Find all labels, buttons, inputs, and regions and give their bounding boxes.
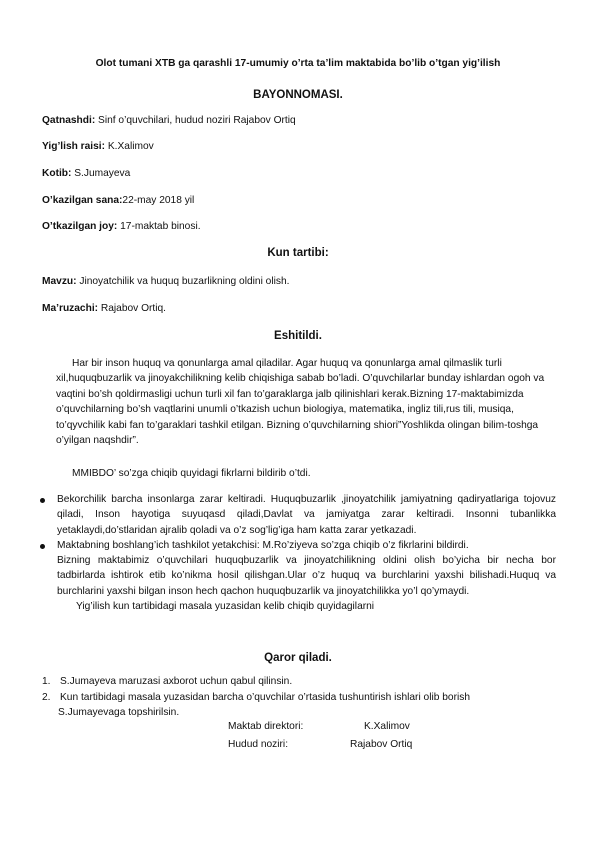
bullet-icon (40, 544, 45, 549)
meta-value: Sinf o’quvchilari, hudud noziri Rajabov Ortiq (95, 115, 296, 126)
bullet-continuation: Bizning maktabimiz o’quvchilari huquqbuzarlik va jinoyatchilikning oldini olish bo’yicha bir necha bor tadbirlarda ishtirok etib ko’nikma hosil qilishgan.Ular o’z huquq va burchlarini yaxshi bilishadi.Huquq va burchlarini yaxshi bilgan inson hech qachon huquqbuzarlik va jinoyatchilikka yo’l qo’ymaydi. (57, 555, 556, 597)
bullet-icon (40, 498, 45, 503)
agenda-speaker-value: Rajabov Ortiq. (98, 303, 166, 314)
decision-item (42, 690, 552, 721)
bullet-text: Bekorchilik barcha insonlarga zarar keltiradi. Huquqbuzarlik ,jinoyatchilik jamiyatning qadiryatlariga tojovuz qiladi, Inson hayotiga suyuqasd qiladi,Davlat va jamiyatga zarar keltiradi. Insonni tubanlikka yetaklaydi,do’stlaridan ajralib qoladi va o’z sog’lig’iga ham katta zarar yetkazadi. (57, 494, 556, 536)
closing-line: Yig’ilish kun tartibidagi masala yuzasidan kelib chiqib quyidagilarni (76, 601, 375, 613)
signature-role: Hudud noziri: (228, 739, 289, 750)
meta-value: 22-may 2018 yil (122, 195, 195, 206)
meta-value: S.Jumayeva (71, 168, 131, 179)
meta-value: K.Xalimov (105, 141, 154, 152)
heard-bullets (40, 492, 556, 614)
agenda-topic-value: Jinoyatchilik va huquq buzarlikning oldini olish. (76, 276, 290, 287)
decision-number: 1. (42, 676, 51, 687)
meta-venue (42, 219, 552, 234)
agenda-heading: Kun tartibi: (267, 247, 329, 259)
document-title: Olot tumani XTB ga qarashli 17-umumiy o’rta ta’lim maktabida bo’lib o’tgan yig’ilish (95, 58, 501, 69)
decision-heading: Qaror qiladi. (264, 652, 332, 664)
agenda-speaker (42, 301, 552, 316)
meta-chair (42, 139, 552, 154)
decision-list (42, 674, 552, 721)
heard-mmibdo: MMIBDO’ so’zga chiqib quyidagi fikrlarni bildirib o’tdi. (72, 468, 311, 479)
decision-item (42, 674, 552, 690)
decision-text: S.Jumayeva maruzasi axborot uchun qabul qilinsin. (60, 676, 293, 687)
meta-label: O’kazilgan sana: (42, 195, 123, 206)
meta-participants (42, 113, 552, 128)
decision-number: 2. (42, 691, 51, 703)
bullet-item (40, 538, 556, 614)
heard-paragraph: Har bir inson huquq va qonunlarga amal qiladilar. Agar huquq va qonunlarga amal qilmaslik turli xil,huquqbuzarlik va jinoyakchilikning kelib chiqishiga sabab bo’ladi. O’quvchilarlar bunday ishlardan ogoh va vaqtini bo’sh qoldirmasligi uchun turli xil fan to’garaklarga jalb qilinishlari kerak.Bizning 17-maktabimizda o’quvchilarning bo’sh vaqtlarini unumli o’tkazish uchun biologiya, matematika, ingliz tili,rus tili, musiqa, to’qyvchilik kabi fan to’garaklari tashkil etilgan. Bizning o’quvchilarning shiori”Yoshlikda olingan bilim-toshga o’yilgan naqshdir”. (56, 358, 545, 447)
decision-text: Kun tartibidagi masala yuzasidan barcha o’quvchilar o’rtasida tushuntirish ishlari olib borish S.Jumayevaga topshirilsin. (58, 691, 470, 718)
signature-name: Rajabov Ortiq (350, 739, 413, 750)
meta-label: Yig’lish raisi: (42, 141, 106, 152)
agenda-speaker-label: Ma’ruzachi: (42, 303, 99, 314)
signature-name: K.Xalimov (364, 721, 410, 732)
signature-role: Maktab direktori: (228, 721, 304, 732)
bullet-item (40, 492, 556, 538)
agenda-topic (42, 274, 552, 289)
bullet-text: Maktabning boshlang’ich tashkilot yetakchisi: M.Ro’ziyeva so’zga chiqib o’z fikrlarini bildirdi. (57, 539, 469, 551)
meta-secretary (42, 166, 552, 181)
meta-date (42, 193, 552, 208)
meta-label: Kotib: (42, 168, 72, 179)
heard-heading: Eshitildi. (274, 330, 322, 342)
document-subtitle: BAYONNOMASI. (253, 89, 343, 101)
meta-label: Qatnashdi: (42, 115, 96, 126)
agenda-topic-label: Mavzu: (42, 276, 77, 287)
meta-label: O’tkazilgan joy: (42, 221, 118, 232)
meta-value: 17-maktab binosi. (117, 221, 201, 232)
